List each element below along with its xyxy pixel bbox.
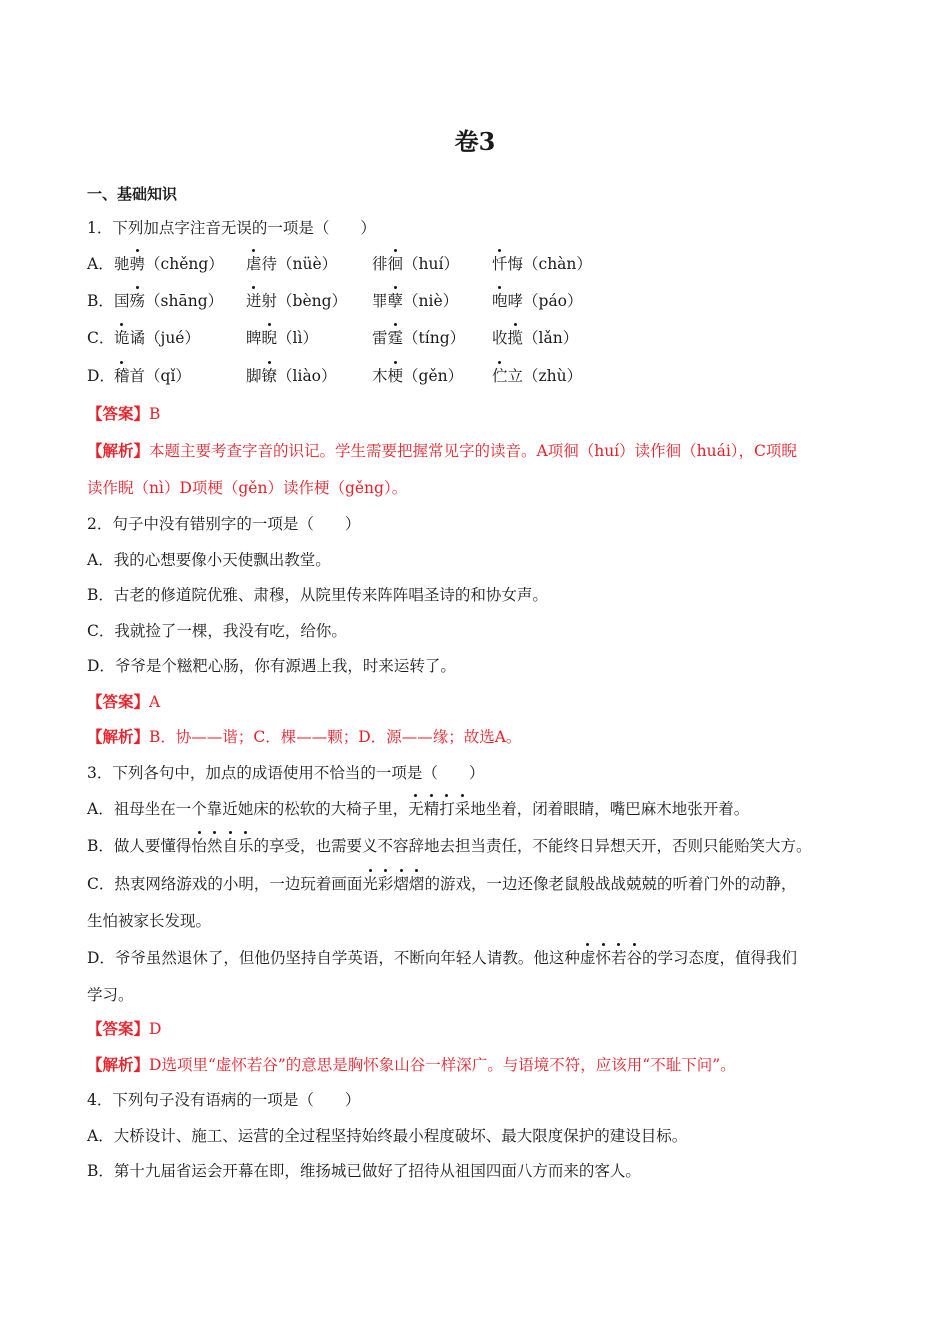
q3-option-a [87, 799, 877, 819]
item-text: 谲（jué） [129, 329, 200, 347]
dotted-char: 霆 [387, 329, 404, 347]
q4-option-b: B．第十九届省运会开幕在即，维扬城已做好了招待从祖国四面八方而来的客人。 [87, 1162, 641, 1180]
dotted-char: 采 [454, 800, 471, 818]
pinyin-item [246, 291, 347, 311]
q3-option-d-cont: 学习。 [87, 986, 134, 1004]
pinyin-item [114, 254, 224, 274]
pinyin-item [372, 254, 459, 274]
q3-option-b [87, 836, 877, 856]
dotted-idiom [191, 837, 253, 855]
dotted-char: 熠 [408, 875, 425, 893]
q2-option-d: D．爷爷是个糍粑心肠，你有源遇上我，时来运转了。 [87, 657, 456, 675]
dotted-idiom [580, 949, 642, 967]
pinyin-item [114, 328, 200, 348]
answer-value: D [149, 1020, 162, 1038]
dotted-char: 梗 [387, 367, 404, 385]
q2-answer [87, 692, 877, 712]
pinyin-item [492, 254, 592, 274]
dotted-char: 骋 [129, 255, 146, 273]
dotted-char: 光 [362, 875, 378, 893]
item-text: （lǎn） [523, 329, 579, 347]
q2-option-b: B．古老的修道院优雅、肃穆，从院里传来阵阵唱圣诗的和协女声。 [87, 586, 548, 604]
analysis-label: 【解析】 [87, 1055, 150, 1074]
q3-answer [87, 1019, 877, 1039]
item-text: （lì） [277, 329, 318, 347]
answer-value: A [149, 693, 161, 711]
q2-analysis [87, 727, 877, 747]
q1-answer [87, 404, 877, 424]
item-text: （niè） [403, 292, 459, 310]
item-text: （huí） [403, 255, 459, 273]
analysis-text: D选项里“虚怀若谷”的意思是胸怀象山谷一样深广。与语境不符，应该用“不耻下问”。 [149, 1056, 736, 1074]
item-text: 罪 [372, 292, 388, 310]
q2-option-a: A．我的心想要像小天使飘出教堂。 [87, 551, 331, 569]
q3-analysis [87, 1055, 877, 1075]
dotted-idiom [362, 875, 424, 893]
dotted-char: 睨 [261, 329, 278, 347]
item-text: （tíng） [403, 329, 466, 347]
item-text: 徘 [372, 255, 388, 273]
option-text: A．祖母坐在一个靠近她床的松软的大椅子里， [87, 800, 409, 818]
item-text: （gěn） [403, 367, 464, 385]
pinyin-item [372, 291, 458, 311]
section-heading: 一、基础知识 [87, 185, 178, 203]
dotted-char: 熠 [393, 875, 409, 893]
item-text: 立（zhù） [507, 367, 583, 385]
item-text: （liào） [277, 367, 337, 385]
option-text: B．做人要懂得 [87, 837, 192, 855]
answer-value: B [149, 405, 161, 423]
dotted-char: 诡 [114, 329, 130, 347]
pinyin-item [246, 254, 337, 274]
pinyin-item [114, 366, 191, 386]
dotted-char: 虐 [246, 255, 262, 273]
dotted-char: 迸 [246, 292, 262, 310]
dotted-char: 镣 [261, 367, 278, 385]
pinyin-item [492, 366, 582, 386]
page-title: 卷3 [454, 127, 496, 156]
item-text: 待（nüè） [261, 255, 338, 273]
option-text: 的学习态度，值得我们 [642, 949, 798, 967]
q3-option-c-cont: 生怕被家长发现。 [87, 912, 212, 930]
pinyin-item [492, 328, 578, 348]
pinyin-item [246, 328, 318, 348]
dotted-char: 打 [439, 800, 455, 818]
item-text: 首（qǐ） [129, 367, 191, 385]
item-text: 哮（páo） [507, 292, 583, 310]
dotted-char: 孽 [387, 292, 404, 310]
item-text: 国 [114, 292, 130, 310]
option-text: 的游戏，一边还像老鼠般战战兢兢的听着门外的动静， [424, 875, 797, 893]
dotted-char: 咆 [492, 292, 508, 310]
dotted-idiom [408, 800, 470, 818]
item-text: 雷 [372, 329, 388, 347]
option-label: D． [87, 367, 115, 385]
q2-stem: 2．句子中没有错别字的一项是（ ） [87, 515, 361, 533]
item-text: 悔（chàn） [507, 255, 592, 273]
option-text: 地坐着，闭着眼睛，嘴巴麻木地张开着。 [470, 800, 750, 818]
pinyin-item [492, 291, 583, 311]
q3-option-d [87, 948, 877, 968]
analysis-label: 【解析】 [87, 441, 150, 460]
answer-label: 【答案】 [87, 692, 150, 711]
q3-option-c [87, 874, 877, 894]
q4-stem: 4．下列句子没有语病的一项是（ ） [87, 1091, 361, 1109]
dotted-char: 若 [610, 949, 627, 967]
dotted-char: 精 [423, 800, 440, 818]
item-text: 射（bèng） [261, 292, 348, 310]
dotted-char: 忏 [492, 255, 508, 273]
pinyin-item [246, 366, 337, 386]
option-text: C．热衷网络游戏的小明，一边玩着画面 [87, 875, 363, 893]
q1-stem: 1．下列加点字注音无误的一项是（ ） [87, 219, 376, 237]
q1-analysis-line1 [87, 441, 877, 461]
dotted-char: 然 [206, 837, 223, 855]
dotted-char: 谷 [626, 949, 642, 967]
analysis-text: 本题主要考查字音的识记。学生需要把握常见字的读音。A项徊（huí）读作徊（huái），C项睨 [149, 442, 797, 460]
option-label: B． [87, 292, 114, 310]
item-text: 驰 [114, 255, 130, 273]
dotted-char: 怡 [191, 837, 207, 855]
dotted-char: 无 [408, 800, 424, 818]
item-text: 脚 [246, 367, 262, 385]
q1-analysis-line2: 读作睨（nì）D项梗（gěn）读作梗（gěng）。 [87, 479, 408, 497]
answer-label: 【答案】 [87, 404, 150, 423]
dotted-char: 乐 [237, 837, 254, 855]
dotted-char: 揽 [507, 329, 524, 347]
q2-option-c: C．我就捡了一棵，我没有吃，给你。 [87, 622, 347, 640]
analysis-text: B．协——谐；C．棵——颗；D．源——缘；故选A。 [149, 728, 522, 746]
dotted-char: 怀 [595, 949, 611, 967]
option-text: D．爷爷虽然退休了，但他仍坚持自学英语，不断向年轻人请教。他这种 [87, 949, 580, 967]
pinyin-item [372, 328, 465, 348]
option-label: C． [87, 329, 115, 347]
item-text: 木 [372, 367, 388, 385]
q3-stem: 3．下列各句中，加点的成语使用不恰当的一项是（ ） [87, 764, 485, 782]
item-text: 收 [492, 329, 508, 347]
item-text: （shāng） [145, 292, 224, 310]
dotted-char: 虚 [579, 949, 596, 967]
option-text: 的享受，也需要义不容辞地去担当责任，不能终日异想天开，否则只能贻笑大方。 [253, 837, 812, 855]
item-text: （chěng） [145, 255, 224, 273]
pinyin-item [114, 291, 223, 311]
pinyin-item [372, 366, 463, 386]
analysis-label: 【解析】 [87, 727, 150, 746]
dotted-char: 伫 [492, 367, 508, 385]
dotted-char: 稽 [114, 367, 130, 385]
q4-option-a: A．大桥设计、施工、运营的全过程坚持始终最小程度破坏、最大限度保护的建设目标。 [87, 1127, 688, 1145]
dotted-char: 殇 [129, 292, 146, 310]
answer-label: 【答案】 [87, 1019, 150, 1038]
dotted-char: 自 [222, 837, 238, 855]
option-label: A． [87, 255, 114, 273]
dotted-char: 彩 [377, 875, 394, 893]
item-text: 睥 [246, 329, 262, 347]
dotted-char: 徊 [387, 255, 404, 273]
